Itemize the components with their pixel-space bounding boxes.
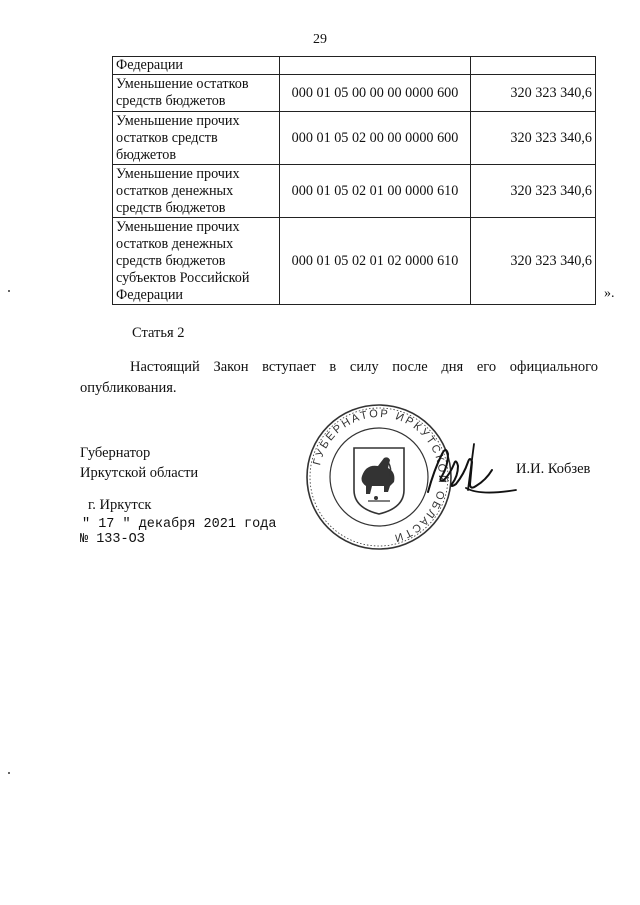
- document-number: № 133-ОЗ: [80, 532, 145, 547]
- row-amount: 320 323 340,6: [471, 75, 596, 112]
- table-row: [113, 75, 596, 112]
- table-row: [113, 218, 596, 305]
- article-heading: Статья 2: [132, 325, 185, 341]
- page-number: 29: [313, 32, 327, 47]
- row-amount: 320 323 340,6: [471, 165, 596, 218]
- budget-table: [112, 56, 596, 305]
- row-code: [280, 57, 471, 75]
- document-date: " 17 " декабря 2021 года: [82, 517, 277, 532]
- signatory-name: И.И. Кобзев: [516, 461, 591, 477]
- table-row: [113, 112, 596, 165]
- handwritten-signature: [420, 440, 520, 500]
- row-name: Уменьшение прочих остатков денежных средств бюджетов субъектов Российской Федерации: [113, 218, 280, 305]
- margin-mark: [8, 290, 10, 292]
- row-code: 000 01 05 00 00 00 0000 600: [280, 75, 471, 112]
- closing-quote: ».: [604, 286, 615, 301]
- row-code: 000 01 05 02 01 00 0000 610: [280, 165, 471, 218]
- signatory-title-line: Иркутской области: [80, 465, 199, 481]
- row-name: Федерации: [113, 57, 280, 75]
- table-row: [113, 57, 596, 75]
- row-name: Уменьшение прочих остатков денежных средств бюджетов: [113, 165, 280, 218]
- margin-mark: [8, 772, 10, 774]
- seal-text: ГУБЕРНАТОР ИРКУТСКОЙ ОБЛАСТИ: [311, 407, 449, 545]
- row-name: Уменьшение прочих остатков средств бюджетов: [113, 112, 280, 165]
- table-row: [113, 165, 596, 218]
- coat-of-arms-icon: [354, 448, 404, 514]
- article-text: Настоящий Закон вступает в силу после дня его официального опубликования.: [80, 359, 598, 396]
- signatory-title: [80, 443, 198, 483]
- row-code: 000 01 05 02 01 02 0000 610: [280, 218, 471, 305]
- signatory-title-line: Губернатор: [80, 445, 151, 461]
- row-amount: 320 323 340,6: [471, 218, 596, 305]
- city: г. Иркутск: [88, 497, 152, 513]
- row-amount: 320 323 340,6: [471, 112, 596, 165]
- row-code: 000 01 05 02 00 00 0000 600: [280, 112, 471, 165]
- row-name: Уменьшение остатков средств бюджетов: [113, 75, 280, 112]
- row-amount: [471, 57, 596, 75]
